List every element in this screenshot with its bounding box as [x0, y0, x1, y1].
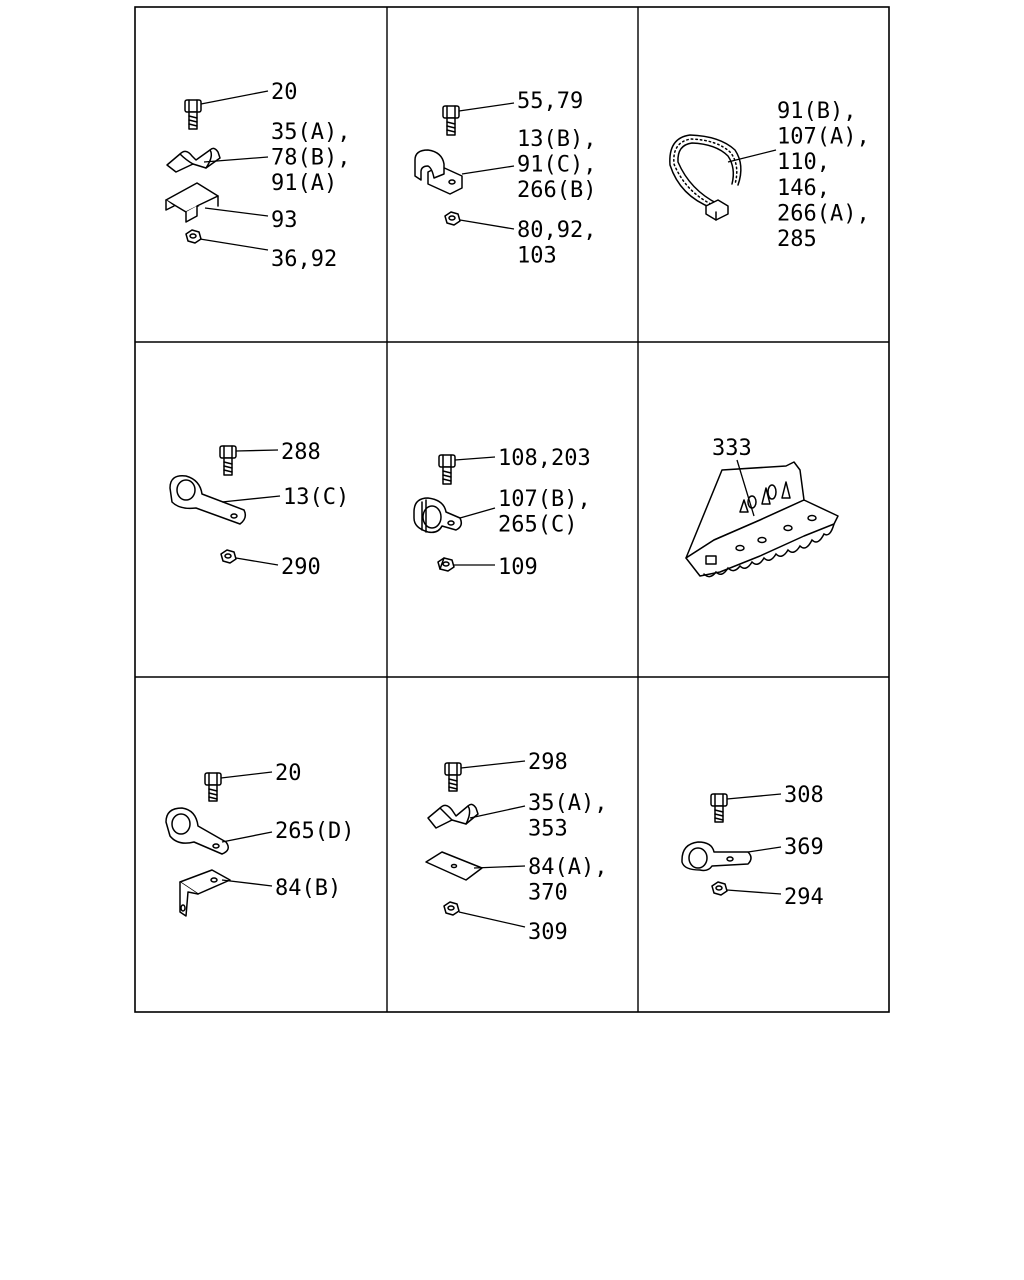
part-number-line: 294	[784, 885, 824, 910]
leader-line	[727, 794, 781, 799]
part-number-label	[283, 485, 349, 510]
bolt-part	[443, 106, 459, 135]
part-number-label	[498, 555, 538, 580]
part-number-label	[275, 761, 302, 786]
part-number-line: 78(B),	[271, 145, 351, 171]
part-number-line: 288	[281, 440, 321, 465]
leader-line	[460, 220, 514, 229]
part-number-label	[528, 855, 607, 906]
cell-middle-right	[686, 436, 838, 577]
part-number-label	[517, 127, 596, 203]
part-number-line: 265(D)	[275, 819, 355, 844]
part-number-label	[712, 436, 752, 461]
part-number-label	[281, 440, 321, 465]
leader-line	[462, 166, 514, 174]
part-number-line: 20	[271, 80, 298, 105]
part-number-line: 13(B),	[517, 127, 597, 152]
cell-top-middle	[415, 89, 596, 269]
cell-middle-middle	[414, 446, 591, 580]
part-number-label	[498, 487, 591, 538]
part-number-line: 91(A)	[271, 171, 338, 197]
leader-line	[727, 890, 781, 894]
part-number-line: 80,92,	[517, 218, 597, 243]
part-number-label	[275, 876, 341, 901]
clamp-part	[166, 808, 228, 854]
leader-line	[474, 866, 525, 868]
part-number-line: 103	[517, 243, 557, 269]
cell-bottom-right	[682, 783, 824, 910]
leader-line	[221, 772, 272, 778]
leader-line	[236, 450, 278, 451]
cable-tie-part	[670, 135, 741, 220]
part-number-label	[777, 99, 870, 252]
part-number-label	[784, 783, 824, 808]
part-number-label	[528, 750, 568, 775]
part-number-line: 309	[528, 920, 568, 945]
part-number-line: 35(A),	[271, 120, 351, 145]
bracket-part	[166, 183, 218, 222]
part-number-label	[498, 446, 591, 471]
clip-part	[428, 804, 478, 828]
part-number-line: 36,92	[271, 247, 338, 272]
leader-line	[201, 91, 268, 104]
part-number-line: 369	[784, 835, 824, 860]
leader-line	[460, 508, 495, 518]
leader-line	[459, 103, 514, 111]
bolt-part	[185, 100, 201, 129]
part-number-label	[528, 920, 568, 945]
leader-line	[222, 832, 272, 842]
part-number-line: 93	[271, 208, 298, 233]
part-number-line: 91(C),	[517, 152, 597, 178]
part-number-label	[784, 835, 824, 860]
part-number-line: 308	[784, 783, 824, 808]
leader-line	[222, 880, 272, 886]
bracket-part	[180, 870, 230, 916]
leader-line	[470, 806, 525, 818]
part-number-line: 107(B),	[498, 487, 591, 512]
part-number-line: 107(A),	[777, 124, 870, 150]
bolt-part	[711, 794, 727, 822]
part-number-line: 298	[528, 750, 568, 775]
part-number-line: 353	[528, 816, 568, 842]
part-number-label	[271, 120, 350, 196]
leader-line	[728, 150, 776, 162]
part-number-line: 266(A),	[777, 201, 870, 227]
cell-top-right	[670, 99, 870, 252]
clamp-part	[170, 476, 245, 524]
clip-part	[167, 148, 220, 172]
part-number-line: 84(A),	[528, 855, 608, 880]
part-number-label	[784, 885, 824, 910]
nut-part	[186, 230, 201, 243]
leader-line	[459, 912, 525, 927]
bracket-part	[686, 462, 838, 577]
leader-line	[748, 847, 781, 852]
part-number-line: 266(B)	[517, 178, 597, 204]
part-number-line: 333	[712, 436, 752, 461]
part-number-line: 109	[498, 555, 538, 580]
leader-line	[222, 496, 280, 502]
cell-bottom-middle	[426, 750, 607, 945]
clamp-part	[682, 842, 751, 871]
nut-part	[712, 882, 727, 895]
part-number-label	[271, 247, 337, 272]
plate-part	[426, 852, 482, 880]
cell-middle-left	[170, 440, 349, 580]
part-number-line: 146,	[777, 175, 830, 201]
cell-top-left	[166, 80, 350, 272]
part-number-line: 35(A),	[528, 791, 608, 816]
clamp-part	[415, 150, 462, 194]
part-number-label	[275, 819, 354, 844]
part-number-label	[271, 80, 298, 105]
part-number-line: 20	[275, 761, 302, 786]
part-number-line: 290	[281, 555, 321, 580]
bolt-part	[445, 763, 461, 791]
bolt-part	[439, 455, 455, 484]
leader-line	[200, 239, 268, 250]
clamp-part	[414, 498, 461, 532]
part-number-line: 265(C)	[498, 512, 578, 538]
part-number-line: 84(B)	[275, 876, 342, 901]
cell-bottom-left	[166, 761, 354, 916]
leader-line	[461, 761, 525, 768]
part-number-label	[271, 208, 298, 233]
bolt-part	[205, 773, 221, 801]
part-number-line: 91(B),	[777, 99, 857, 124]
part-number-label	[528, 791, 607, 842]
part-number-line: 110,	[777, 150, 830, 176]
nut-part	[221, 550, 236, 563]
part-number-line: 55,79	[517, 89, 584, 114]
leader-line	[455, 457, 495, 460]
bolt-part	[220, 446, 236, 475]
part-number-line: 108,203	[498, 446, 591, 471]
part-number-line: 285	[777, 227, 817, 252]
nut-part	[438, 558, 454, 571]
nut-part	[445, 212, 460, 225]
part-number-line: 370	[528, 880, 568, 906]
part-number-line: 13(C)	[283, 485, 350, 510]
leader-line	[236, 558, 278, 565]
leader-line	[205, 208, 268, 216]
part-number-label	[517, 89, 583, 114]
nut-part	[444, 902, 459, 915]
part-number-label	[517, 218, 596, 269]
part-number-label	[281, 555, 321, 580]
